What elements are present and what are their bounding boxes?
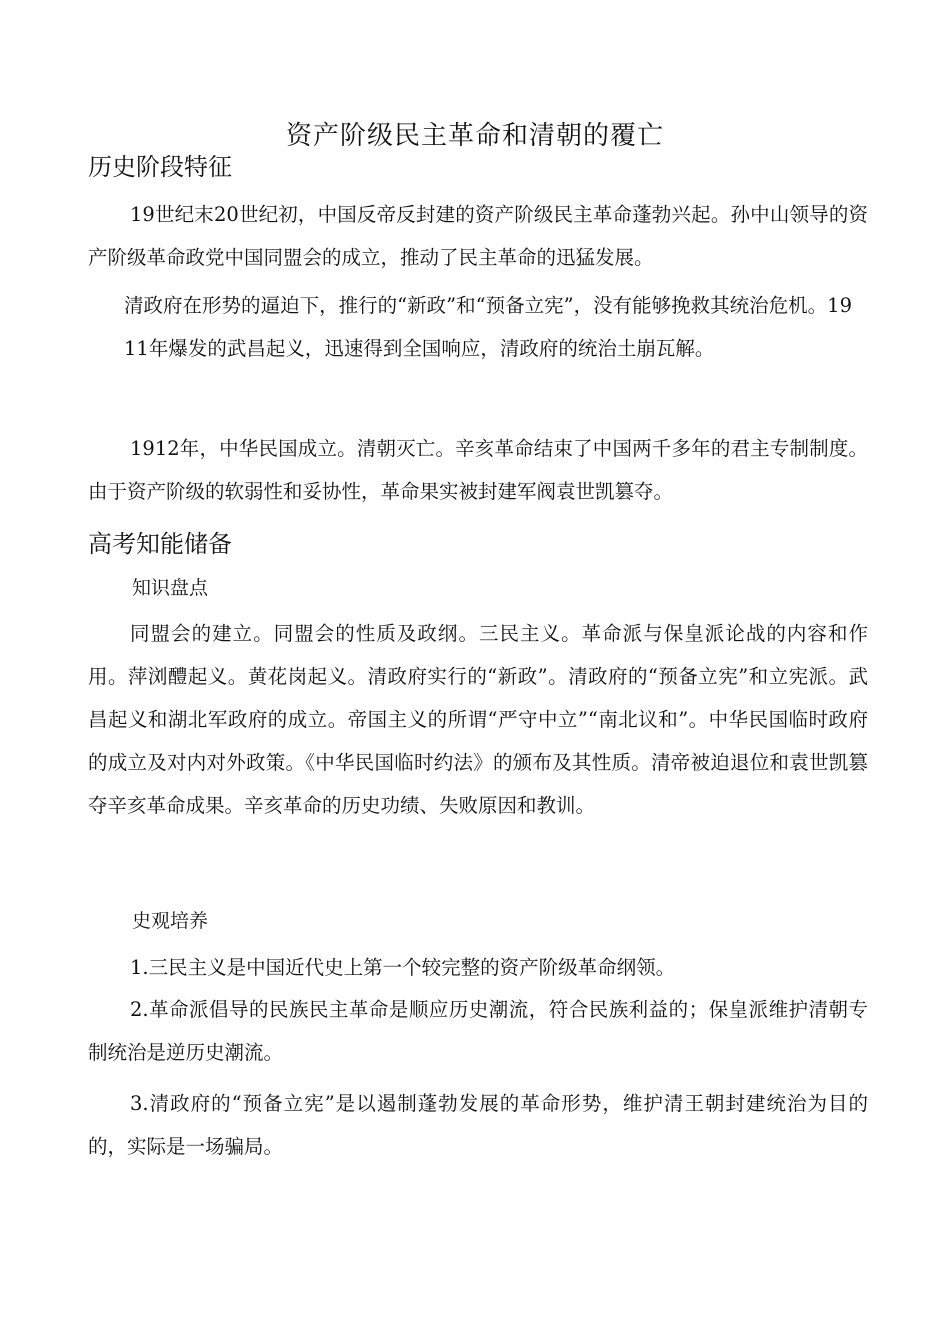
paragraph-stage-1: 19世纪末20世纪初，中国反帝反封建的资产阶级民主革命蓬勃兴起。孙中山领导的资产阶级革命政党中国同盟会的成立，推动了民主革命的迅猛发展。 [88,203,868,269]
paragraph-stage-2: 清政府在形势的逼迫下，推行的“新政”和“预备立宪”，没有能够挽救其统治危机。1911年爆发的武昌起义，迅速得到全国响应，清政府的统治土崩瓦解。 [124,294,852,360]
document-title: 资产阶级民主革命和清朝的覆亡 [285,121,664,151]
view-item-1: 1.三民主义是中国近代史上第一个较完整的资产阶级革命纲领。 [130,956,676,979]
subheading-historical-view: 史观培养 [132,910,209,932]
view-item-2: 2.革命派倡导的民族民主革命是顺应历史潮流，符合民族利益的；保皇派维护清朝专制统治是逆历史潮流。 [88,998,868,1064]
section-heading-knowledge-reserve: 高考知能储备 [88,530,232,558]
subheading-knowledge-inventory: 知识盘点 [132,577,209,599]
paragraph-stage-3: 1912年，中华民国成立。清朝灭亡。辛亥革命结束了中国两千多年的君主专制制度。由于资产阶级的软弱性和妥协性，革命果实被封建军阀袁世凯篡夺。 [88,437,868,503]
section-heading-stage-features: 历史阶段特征 [88,153,232,181]
view-item-3: 3.清政府的“预备立宪”是以遏制蓬勃发展的革命形势，维护清王朝封建统治为目的的，实际是一场骗局。 [88,1092,868,1158]
paragraph-knowledge-inventory: 同盟会的建立。同盟会的性质及政纲。三民主义。革命派与保皇派论战的内容和作用。萍浏醴起义。黄花岗起义。清政府实行的“新政”。清政府的“预备立宪”和立宪派。武昌起义和湖北军政府的成立。帝国主义的所谓“严守中立”“南北议和”。中华民国临时政府的成立及对内对外政策。《中华民国临时约法》的颁布及其性质。清帝被迫退位和袁世凯篡夺辛亥革命成果。辛亥革命的历史功绩、失败原因和教训。 [88,622,868,817]
